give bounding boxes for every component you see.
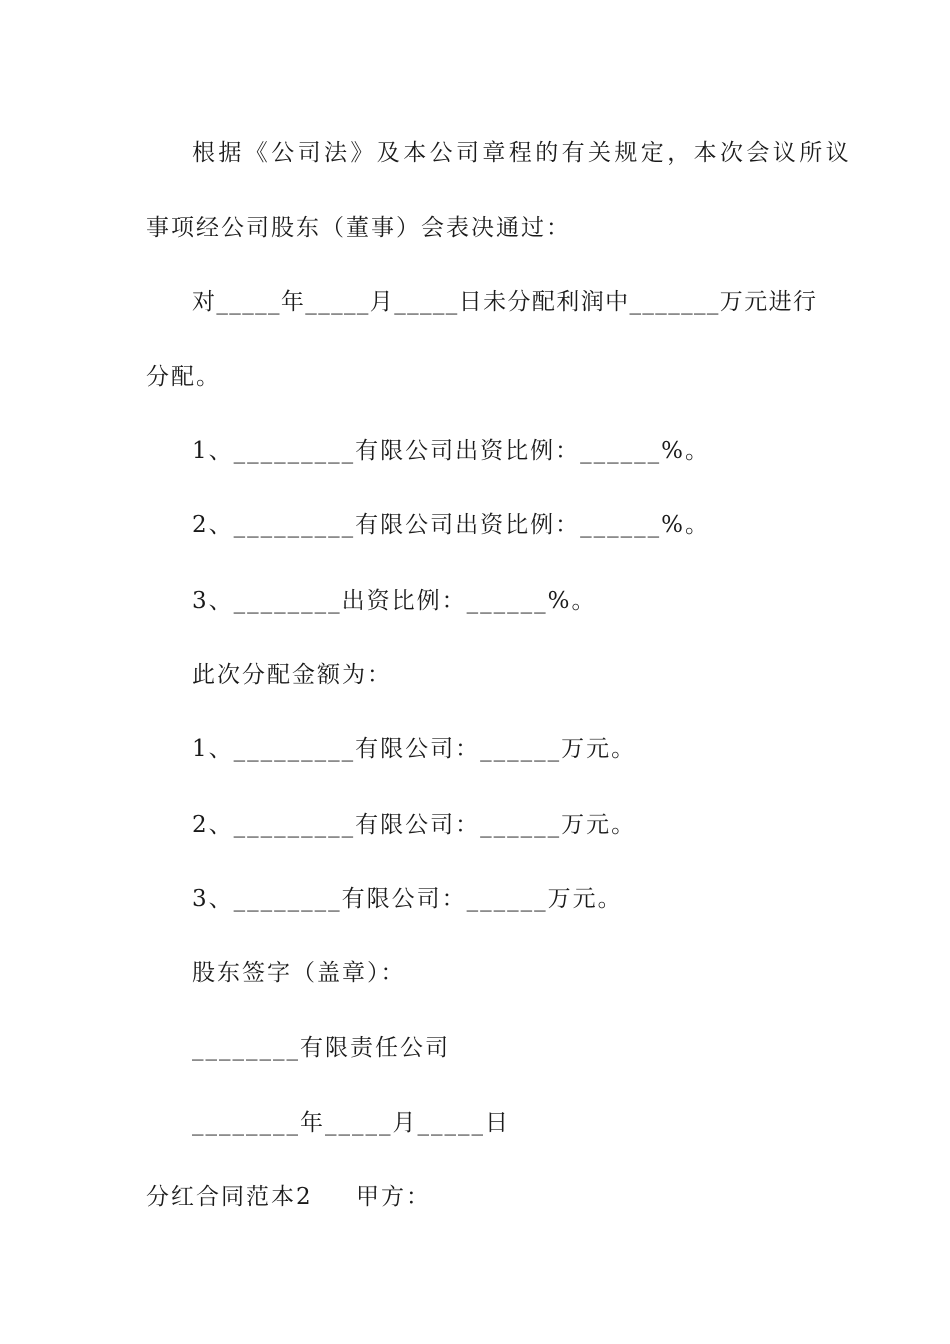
amount-item-1: 1、_________有限公司：______万元。 [192, 736, 637, 762]
signature-date-line: ________年_____月_____日 [192, 1110, 510, 1136]
next-section-title: 分红合同范本2 [146, 1184, 313, 1210]
amount-item-2: 2、_________有限公司：______万元。 [192, 812, 637, 838]
paragraph-distribution-line-2: 分配。 [146, 364, 221, 390]
ratio-item-3: 3、________出资比例：______%。 [192, 588, 597, 614]
ratio-item-1: 1、_________有限公司出资比例：______%。 [192, 438, 710, 464]
paragraph-resolution-line-2: 事项经公司股东（董事）会表决通过： [146, 215, 571, 241]
paragraph-distribution-line-1: 对_____年_____月_____日未分配利润中_______万元进行 [192, 289, 818, 315]
party-a-label: 甲方： [356, 1184, 431, 1210]
amount-item-3: 3、________有限公司：______万元。 [192, 886, 623, 912]
amount-heading: 此次分配金额为： [192, 662, 392, 688]
ratio-item-2: 2、_________有限公司出资比例：______%。 [192, 512, 710, 538]
signature-heading: 股东签字（盖章）： [192, 960, 406, 986]
signature-company-line: ________有限责任公司 [192, 1035, 450, 1061]
paragraph-resolution-line-1: 根据《公司法》及本公司章程的有关规定，本次会议所议 [192, 140, 852, 166]
